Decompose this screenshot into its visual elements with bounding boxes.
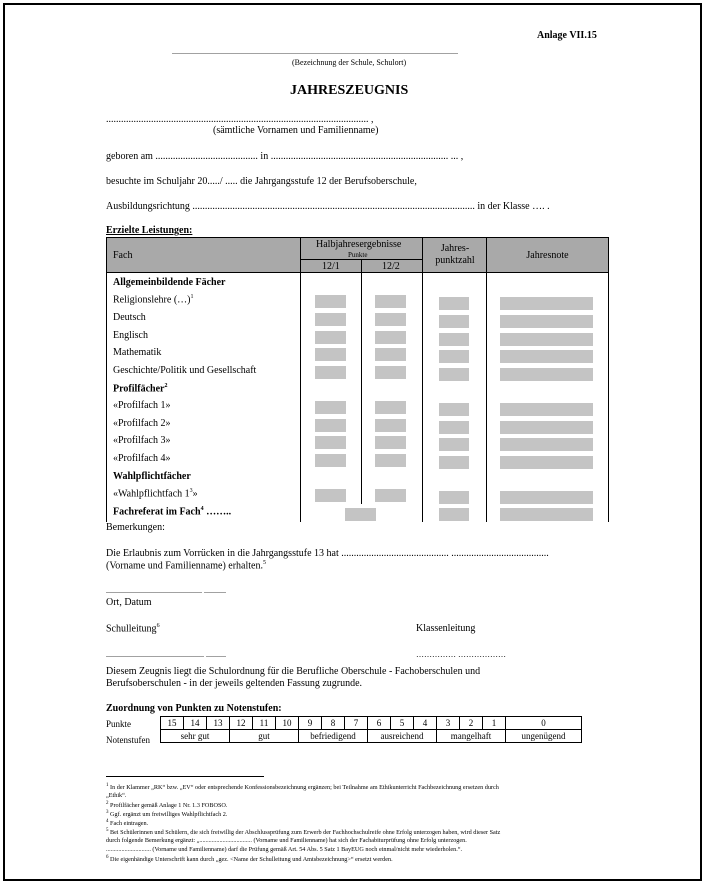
grades-table xyxy=(106,237,609,522)
subject-name: Profilfächer xyxy=(113,383,165,395)
year-grade-cell[interactable] xyxy=(500,350,593,363)
legal-text-1: Diesem Zeugnis liegt die Schulordnung für die Berufliche Oberschule - Fachoberschulen und xyxy=(106,666,481,677)
subject-name: Deutsch xyxy=(113,312,146,323)
permission-line-1: Die Erlaubnis zum Vorrücken in die Jahrgangsstufe 13 hat ........................................... ....................................... xyxy=(106,548,549,559)
term2-points-cell[interactable] xyxy=(375,489,406,502)
conversion-point-cell: 2 xyxy=(460,717,483,730)
year-grade-cell[interactable] xyxy=(500,368,593,381)
conversion-point-cell: 0 xyxy=(506,717,582,730)
subject-row-label xyxy=(113,312,146,323)
footnote-number: 6 xyxy=(106,855,109,860)
conversion-point-cell: 5 xyxy=(391,717,414,730)
permission-line-2-text: (Vorname und Familienname) erhalten. xyxy=(106,560,263,572)
table-right-border xyxy=(608,273,609,522)
subject-row-label xyxy=(113,488,198,499)
subject-name: «Wahlpflichtfach 1 xyxy=(113,488,190,500)
term2-points-cell[interactable] xyxy=(375,436,406,449)
term2-points-cell[interactable] xyxy=(375,454,406,467)
conversion-grade-cell: ausreichend xyxy=(368,730,437,743)
conversion-points-row xyxy=(161,717,582,730)
footnote xyxy=(106,810,227,818)
footnote xyxy=(106,801,227,809)
year-grade-cell[interactable] xyxy=(500,508,593,521)
subject-name: Fachreferat im Fach xyxy=(113,506,201,518)
subject-name-tail: » xyxy=(192,488,198,500)
year-grade-cell[interactable] xyxy=(500,491,593,504)
subject-name-tail: …….. xyxy=(203,506,232,518)
annex-label: Anlage VII.15 xyxy=(537,30,597,41)
term2-points-cell[interactable] xyxy=(375,348,406,361)
name-caption: (sämtliche Vornamen und Familienname) xyxy=(213,125,379,136)
term1-points-cell[interactable] xyxy=(315,419,346,432)
header-subdivider xyxy=(300,259,422,260)
footnote-separator xyxy=(106,776,264,777)
place-date-label: Ort, Datum xyxy=(106,597,152,608)
footnote-text: „Ethik“. xyxy=(106,792,127,799)
table-left-border xyxy=(106,273,107,522)
term1-points-cell[interactable] xyxy=(315,295,346,308)
year-grade-cell[interactable] xyxy=(500,456,593,469)
subject-row-label xyxy=(113,400,171,411)
direction-line: Ausbildungsrichtung ................................................................................................................. in der Klasse …. . xyxy=(106,201,550,212)
principal-label xyxy=(106,623,160,634)
term1-points-cell[interactable] xyxy=(315,313,346,326)
conversion-grade-cell: gut xyxy=(230,730,299,743)
legal-text-2: Berufsoberschulen - in der jeweils geltenden Fassung zugrunde. xyxy=(106,678,363,689)
year-grade-cell[interactable] xyxy=(500,403,593,416)
header-points: Punkte xyxy=(348,251,368,259)
conversion-grades-row xyxy=(161,730,582,743)
header-12-1: 12/1 xyxy=(322,261,340,272)
principal-signature-line: ................................................. .......... xyxy=(106,650,226,659)
footnote xyxy=(106,855,393,863)
class-teacher-label: Klassenleitung xyxy=(416,623,476,634)
col-divider-yearpoints xyxy=(486,237,487,522)
col-divider-half xyxy=(422,237,423,522)
year-grade-cell[interactable] xyxy=(500,333,593,346)
subject-row-label xyxy=(113,383,167,394)
year-grade-cell[interactable] xyxy=(500,438,593,451)
footnote-text: Profilfächer gemäß Anlage 1 Nr. 1.3 FOBOSO. xyxy=(108,802,228,810)
subject-name: «Profilfach 1» xyxy=(113,400,171,411)
subject-name: «Profilfach 3» xyxy=(113,435,171,446)
term1-points-cell[interactable] xyxy=(315,489,346,502)
footnote-ref: 2 xyxy=(164,383,168,389)
conversion-point-cell: 7 xyxy=(345,717,368,730)
subject-row-label xyxy=(113,277,226,288)
header-half-year: Halbjahresergebnisse xyxy=(316,239,402,250)
name-line: ......................................................................................................... , xyxy=(106,114,374,125)
footnote-text: ............................. (Vorname und Familienname) darf die Prüfung gemäß Art. 54 Abs. 5 Satz 1 BayEUG noch einmal/nicht mehr wiederholen.“. xyxy=(106,846,463,853)
year-points-cell[interactable] xyxy=(439,421,469,434)
footnote xyxy=(106,783,499,791)
term2-points-cell[interactable] xyxy=(375,401,406,414)
conversion-grade-cell: sehr gut xyxy=(161,730,230,743)
term2-points-cell[interactable] xyxy=(375,295,406,308)
footnote xyxy=(106,828,500,836)
year-grade-cell[interactable] xyxy=(500,297,593,310)
col-divider-subject xyxy=(300,237,301,522)
footnote-text: In der Klammer „RK“ bzw. „EV“ oder entsprechende Konfessionsbezeichnung ergänzen; bei Teilnahme am Ethikunterricht Fachbezeichnung ersetzen durch xyxy=(108,784,499,792)
term1-points-cell[interactable] xyxy=(315,331,346,344)
header-subject: Fach xyxy=(113,250,133,261)
conversion-point-cell: 9 xyxy=(299,717,322,730)
subject-row-label xyxy=(113,347,161,358)
footnote-text: durch folgende Bemerkung ergänzt: „.................................. (Vorname und Familienname) hat sich der Fachabiturprüfung ohne Erfolg unterzogen. xyxy=(106,837,467,844)
year-points-cell[interactable] xyxy=(439,350,469,363)
conversion-grades-label: Notenstufen xyxy=(106,735,150,745)
header-12-2: 12/2 xyxy=(382,261,400,272)
permission-line-2 xyxy=(106,560,266,571)
conversion-grade-cell: mangelhaft xyxy=(437,730,506,743)
term1-points-cell[interactable] xyxy=(315,401,346,414)
principal-footnote-ref: 6 xyxy=(156,623,160,629)
conversion-point-cell: 4 xyxy=(414,717,437,730)
subject-name: «Profilfach 4» xyxy=(113,453,171,464)
conversion-table xyxy=(160,716,582,743)
header-year-points-2: punktzahl xyxy=(435,255,475,266)
subject-name: Geschichte/Politik und Gesellschaft xyxy=(113,365,257,376)
subject-name: Mathematik xyxy=(113,347,162,358)
conversion-grade-cell: ungenügend xyxy=(506,730,582,743)
subject-name: Religionslehre (…) xyxy=(113,294,191,306)
subject-row-label xyxy=(113,418,171,429)
subject-name: «Profilfach 2» xyxy=(113,418,171,429)
conversion-grade-cell: befriedigend xyxy=(299,730,368,743)
term2-points-cell[interactable] xyxy=(375,331,406,344)
subject-name: Wahlpflichtfächer xyxy=(113,471,191,482)
footnote-text: Ggf. ergänzt um freiwilliges Wahlpflichtfach 2. xyxy=(108,811,228,819)
conversion-point-cell: 6 xyxy=(368,717,391,730)
subject-row-label xyxy=(113,506,231,517)
birth-line: geboren am ......................................... in ....................................................................... ... , xyxy=(106,151,464,162)
conversion-point-cell: 11 xyxy=(253,717,276,730)
year-points-cell[interactable] xyxy=(439,491,469,504)
conversion-point-cell: 1 xyxy=(483,717,506,730)
conversion-point-cell: 14 xyxy=(184,717,207,730)
footnote-number: 3 xyxy=(106,810,109,815)
footnote-text: Die eigenhändige Unterschrift kann durch „gez. <Name der Schulleitung und Amtsbezeichnung>“ ersetzt werden. xyxy=(108,856,393,864)
class-teacher-signature-line: …………… ……………… xyxy=(416,650,506,659)
permission-footnote-ref: 5 xyxy=(263,560,266,566)
term1-points-cell[interactable] xyxy=(315,348,346,361)
footnote xyxy=(106,837,467,844)
term1-points-cell[interactable] xyxy=(315,436,346,449)
term1-points-cell[interactable] xyxy=(315,366,346,379)
conversion-point-cell: 10 xyxy=(276,717,299,730)
subject-row-label xyxy=(113,294,193,305)
fachreferat-points-cell[interactable] xyxy=(345,508,376,521)
conversion-point-cell: 13 xyxy=(207,717,230,730)
footnote-ref: 1 xyxy=(190,294,194,300)
col-divider-terms xyxy=(361,260,362,504)
conversion-point-cell: 8 xyxy=(322,717,345,730)
principal-label-text: Schulleitung xyxy=(106,623,157,635)
subject-row-label xyxy=(113,453,171,464)
footnote xyxy=(106,819,148,827)
conversion-point-cell: 15 xyxy=(161,717,184,730)
subject-row-label xyxy=(113,365,256,376)
school-caption: (Bezeichnung der Schule, Schulort) xyxy=(292,58,407,67)
conversion-title: Zuordnung von Punkten zu Notenstufen: xyxy=(106,703,282,714)
term2-points-cell[interactable] xyxy=(375,419,406,432)
conversion-point-cell: 12 xyxy=(230,717,253,730)
subject-row-label xyxy=(113,330,148,341)
subject-name: Englisch xyxy=(113,330,148,341)
subject-row-label xyxy=(113,435,171,446)
footnote xyxy=(106,846,462,853)
attendance-line: besuchte im Schuljahr 20...../ ..... die Jahrgangsstufe 12 der Berufsoberschule, xyxy=(106,176,417,187)
header-year-grade: Jahresnote xyxy=(526,250,569,261)
footnote xyxy=(106,792,126,799)
term2-points-cell[interactable] xyxy=(375,313,406,326)
school-name-line: ............................................................................................................................................... xyxy=(172,47,458,56)
subject-name: Allgemeinbildende Fächer xyxy=(113,277,226,288)
subject-row-label xyxy=(113,471,191,482)
header-year-points-1: Jahres- xyxy=(440,243,470,254)
term2-points-cell[interactable] xyxy=(375,366,406,379)
year-points-cell[interactable] xyxy=(439,297,469,310)
conversion-point-cell: 3 xyxy=(437,717,460,730)
remarks-label: Bemerkungen: xyxy=(106,522,165,533)
year-grade-cell[interactable] xyxy=(500,315,593,328)
year-grade-cell[interactable] xyxy=(500,421,593,434)
conversion-points-label: Punkte xyxy=(106,719,132,729)
footnote-number: 1 xyxy=(106,783,109,788)
footnote-ref: 4 xyxy=(200,506,204,512)
footnote-text: Bei Schülerinnen und Schülern, die sich freiwillig der Abschlussprüfung zum Erwerb der Fachhochschulreife ohne Erfolg unterzogen haben, wird dieser Satz xyxy=(108,829,501,837)
year-points-cell[interactable] xyxy=(439,508,469,521)
footnote-number: 4 xyxy=(106,819,109,824)
year-points-cell[interactable] xyxy=(439,438,469,451)
year-points-cell[interactable] xyxy=(439,368,469,381)
year-points-cell[interactable] xyxy=(439,456,469,469)
footnote-number: 5 xyxy=(106,828,109,833)
grades-section-title: Erzielte Leistungen: xyxy=(106,225,193,236)
year-points-cell[interactable] xyxy=(439,315,469,328)
term1-points-cell[interactable] xyxy=(315,454,346,467)
place-date-line: ................................................ ........... xyxy=(106,586,226,595)
footnote-text: Fach eintragen. xyxy=(108,820,149,828)
document-title: JAHRESZEUGNIS xyxy=(290,83,409,98)
year-points-cell[interactable] xyxy=(439,403,469,416)
footnote-number: 2 xyxy=(106,801,109,806)
footnote-ref: 3 xyxy=(189,488,193,494)
year-points-cell[interactable] xyxy=(439,333,469,346)
